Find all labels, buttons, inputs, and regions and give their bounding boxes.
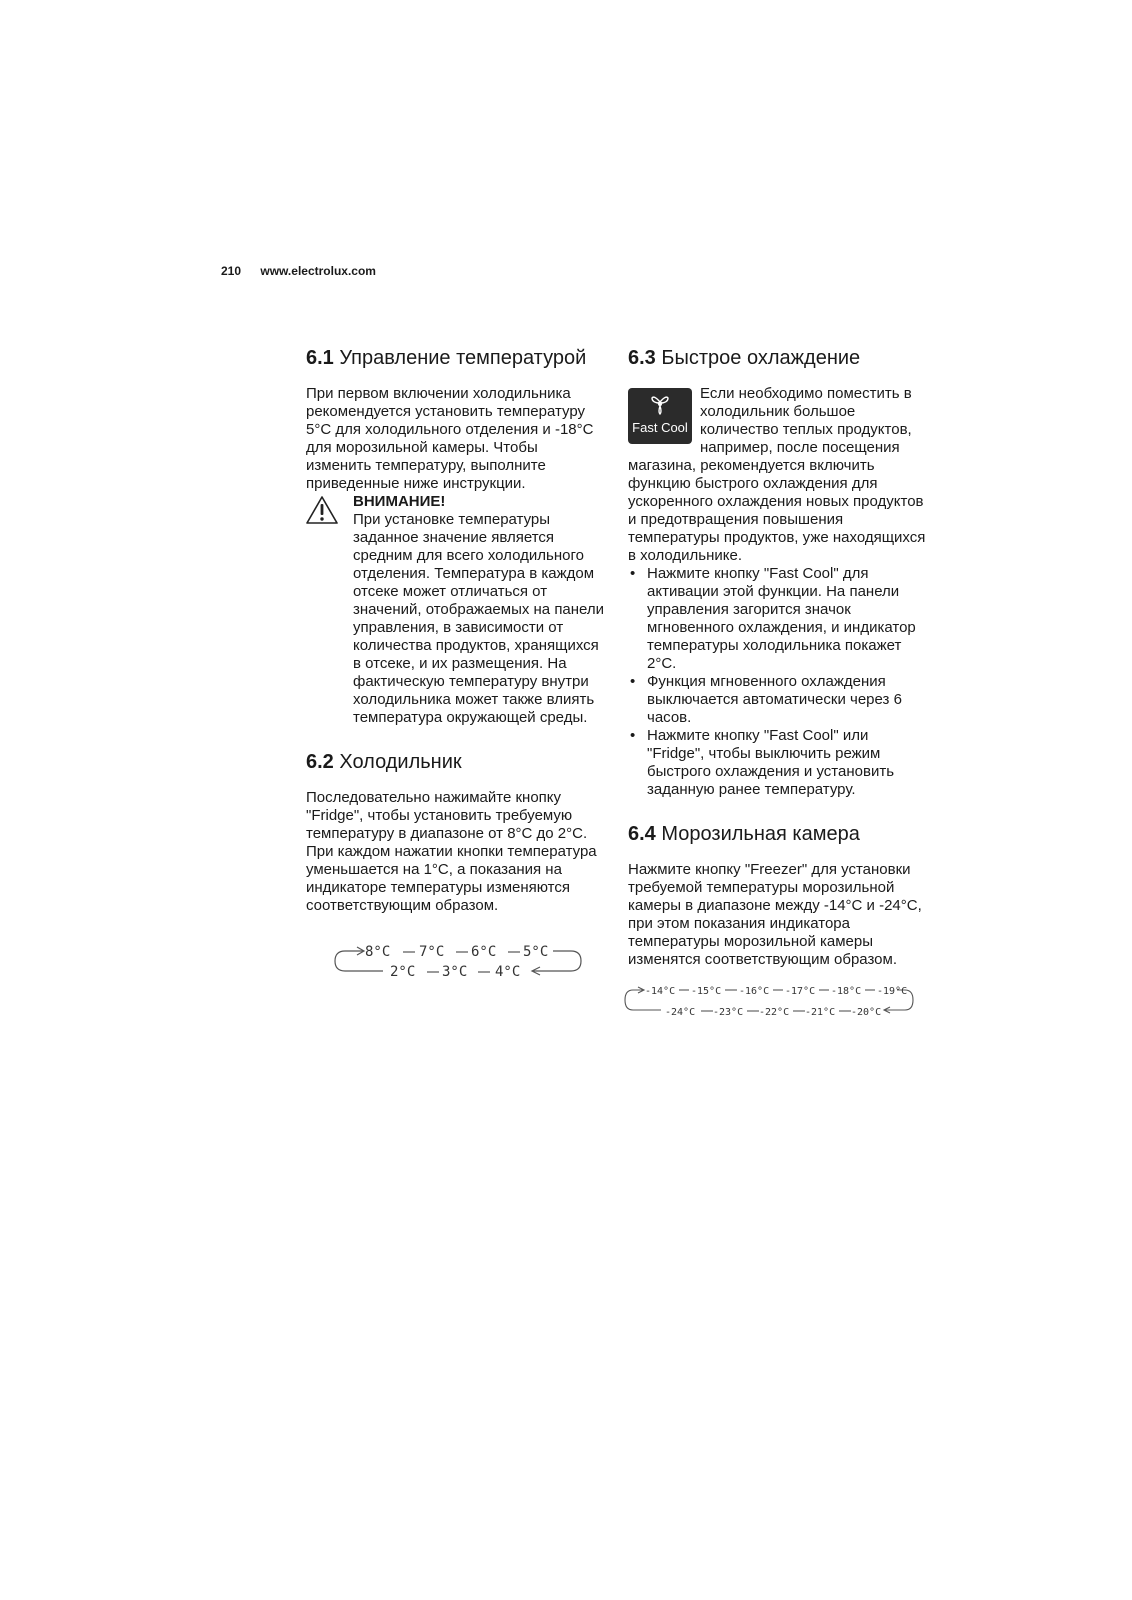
section-6-3-heading	[628, 345, 928, 371]
website-url[interactable]: www.electrolux.com	[260, 264, 376, 278]
section-6-3-body	[628, 385, 928, 799]
section-6-1-title: Управление температурой	[339, 347, 587, 369]
freezer-scale-value: -18°C	[831, 986, 862, 997]
fridge-scale-value: 5°C	[523, 944, 549, 960]
fridge-temperature-scale	[333, 943, 583, 981]
section-6-4-number: 6.4	[628, 823, 656, 845]
section-6-1-heading	[306, 345, 606, 371]
section-6-4-text: Нажмите кнопку "Freezer" для установки требуемой температуры морозильной камеры в диапазоне между -14°C и -24°C, при этом показания индикатора температуры морозильной камеры изменятся соответствующим образом.	[628, 861, 922, 968]
section-6-2-text: Последовательно нажимайте кнопку "Fridge", чтобы установить требуемую температуру в диапазоне от 8°C до 2°C. При каждом нажатии кнопки температура уменьшается на 1°C, а показания на индикаторе температуры изменяются соответствующим образом.	[306, 789, 597, 914]
section-6-2-title: Холодильник	[339, 751, 462, 773]
page-header	[221, 264, 376, 278]
fridge-scale-value: 2°C	[390, 964, 416, 980]
list-item: • Нажмите кнопку "Fast Cool" для активации этой функции. На панели управления загорится значок мгновенного охлаждения, и индикатор температуры холодильника покажет 2°C.	[628, 565, 928, 673]
fridge-scale-value: 4°C	[495, 964, 521, 980]
list-item: • Нажмите кнопку "Fast Cool" или "Fridge", чтобы выключить режим быстрого охлаждения и установить заданную ранее температуру.	[628, 727, 928, 799]
section-6-2-number: 6.2	[306, 751, 334, 773]
freezer-scale-value: -19°C	[877, 986, 908, 997]
freezer-scale-value: -20°C	[851, 1007, 882, 1018]
section-6-1-intro: При первом включении холодильника рекомендуется установить температуру 5°C для холодильного отделения и -18°C для морозильной камеры. Чтобы изменить температуру, выполните приведенные ниже инструкции.	[306, 385, 594, 492]
fast-cool-button[interactable]	[628, 388, 692, 444]
freezer-scale-value: -22°C	[759, 1007, 790, 1018]
section-6-4-title: Морозильная камера	[661, 823, 860, 845]
section-6-3-number: 6.3	[628, 347, 656, 369]
section-6-4	[628, 821, 928, 969]
right-column	[628, 345, 928, 1019]
page-number: 210	[221, 264, 242, 278]
freezer-scale-value: -14°C	[645, 986, 676, 997]
freezer-scale-value: -15°C	[691, 986, 722, 997]
warning-box	[306, 493, 606, 727]
warning-text: При установке температуры заданное значение является средним для всего холодильного отделения. Температура в каждом отсеке может отличаться от значений, отображаемых на панели управления, в зависимости от количества продуктов, хранящихся в отсеке, и их размещения. На фактическую температуру внутри холодильника может также влиять температура окружающей среды.	[353, 511, 605, 726]
left-column	[306, 345, 606, 981]
section-6-3-title: Быстрое охлаждение	[661, 347, 861, 369]
fridge-scale-value: 3°C	[442, 964, 468, 980]
freezer-scale-value: -23°C	[713, 1007, 744, 1018]
section-6-2	[306, 749, 606, 915]
freezer-scale-value: -24°C	[665, 1007, 696, 1018]
fast-cool-instructions	[628, 565, 928, 799]
warning-triangle-icon	[305, 495, 339, 525]
fast-cool-label: Fast Cool	[632, 420, 688, 435]
section-6-2-heading	[306, 749, 606, 775]
fan-icon	[628, 394, 692, 416]
freezer-scale-value: -21°C	[805, 1007, 836, 1018]
freezer-scale-value: -17°C	[785, 986, 816, 997]
list-item: • Функция мгновенного охлаждения выключается автоматически через 6 часов.	[628, 673, 928, 727]
section-6-4-heading	[628, 821, 928, 847]
fridge-scale-value: 7°C	[419, 944, 445, 960]
freezer-scale-value: -16°C	[739, 986, 770, 997]
warning-title: ВНИМАНИЕ!	[353, 493, 446, 510]
fridge-scale-value: 8°C	[365, 944, 391, 960]
section-6-1-number: 6.1	[306, 347, 334, 369]
fridge-scale-value: 6°C	[471, 944, 497, 960]
section-6-3-text: Если необходимо поместить в холодильник большое количество теплых продуктов, например, после посещения магазина, рекомендуется включить функцию быстрого охлаждения для ускоренного охлаждения новых продуктов и предотвращения повышения температуры продуктов, уже находящихся в холодильнике.	[628, 385, 926, 564]
freezer-temperature-scale	[623, 983, 915, 1019]
